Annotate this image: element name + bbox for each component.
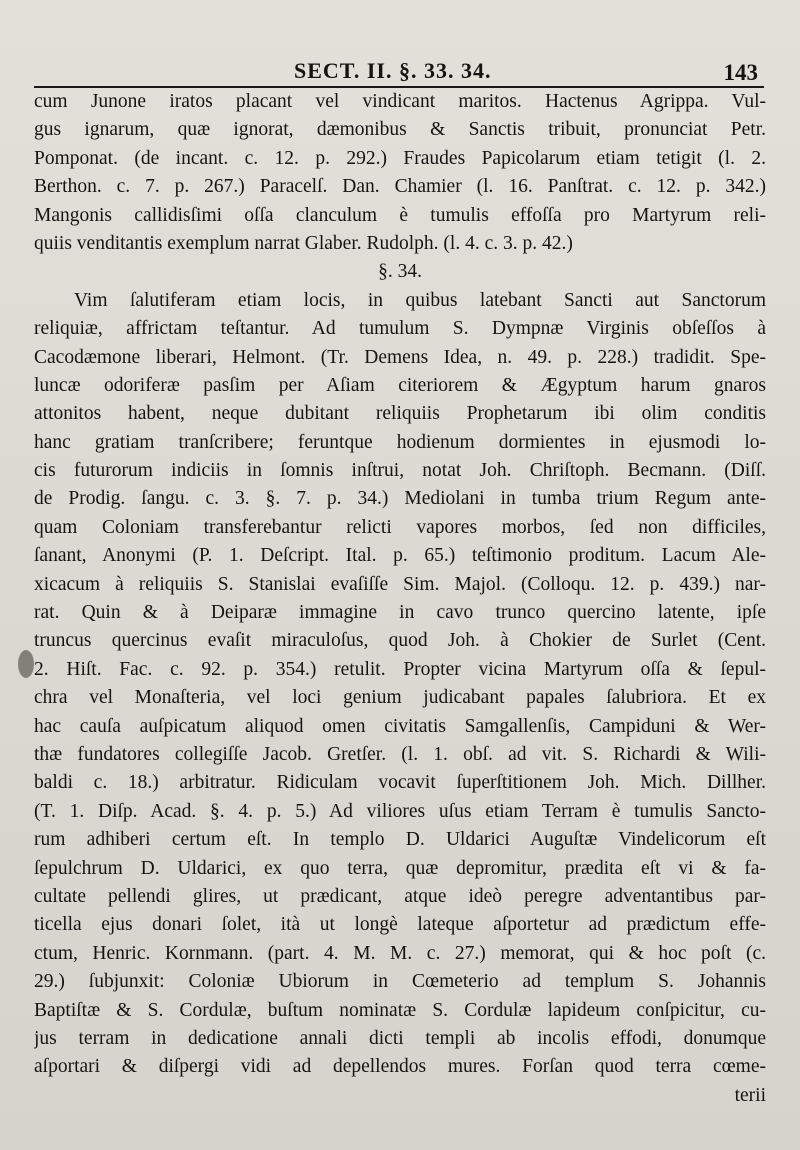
text-line: reliquiæ, affrictam teſtantur. Ad tumulum S. Dympnæ Virginis obſeſſos à xyxy=(34,318,766,340)
text-line: luncæ odoriferæ pasſim per Aſiam citeriorem & Ægyptum harum gnaros xyxy=(34,374,766,396)
text-line: Pomponat. (de incant. c. 12. p. 292.) Fraudes Papicolarum etiam tetigit (l. 2. xyxy=(34,147,766,169)
text-line: ſanant, Anonymi (P. 1. Deſcript. Ital. p. 65.) teſtimonio proditum. Lacum Ale- xyxy=(34,545,766,567)
page-number: 143 xyxy=(723,60,758,85)
text-line: 2. Hiſt. Fac. c. 92. p. 354.) retulit. Propter vicina Martyrum oſſa & ſepul- xyxy=(34,658,766,680)
text-line: quam Coloniam transferebantur relicti vapores morbos, ſed non difficiles, xyxy=(34,516,766,538)
text-line: jus terram in dedicatione annali dicti templi ab incolis effodi, donumque xyxy=(34,1027,766,1049)
text-line: ſepulchrum D. Uldarici, ex quo terra, quæ depromitur, prædita eſt vi & fa- xyxy=(34,857,766,879)
text-line: hanc gratiam tranſcribere; feruntque hodienum dormientes in ejusmodi lo- xyxy=(34,431,766,453)
page-header xyxy=(34,56,764,88)
text-line: thæ fundatores collegiſſe Jacob. Gretſer. (l. 1. obſ. ad vit. S. Richardi & Wili- xyxy=(34,743,766,765)
running-head: SECT. II. §. 33. 34. xyxy=(294,58,492,83)
catchword: terii xyxy=(734,1084,766,1106)
text-line: 29.) ſubjunxit: Coloniæ Ubiorum in Cœmeterio ad templum S. Johannis xyxy=(34,971,766,993)
text-line: rat. Quin & à Deiparæ immagine in cavo trunco quercino latente, ipſe xyxy=(34,602,766,624)
ink-stain xyxy=(18,650,34,678)
text-line: aſportari & diſpergi vidi ad depellendos mures. Forſan quod terra cœme- xyxy=(34,1056,766,1078)
text-line: baldi c. 18.) arbitratur. Ridiculam vocavit ſuperſtitionem Joh. Mich. Dillher. xyxy=(34,772,766,794)
text-line: attonitos habent, neque dubitant reliquiis Prophetarum ibi olim conditis xyxy=(34,403,766,425)
text-line: truncus quercinus evaſit miraculoſus, quod Joh. à Chokier de Surlet (Cent. xyxy=(34,630,766,652)
text-line: Baptiſtæ & S. Cordulæ, buſtum nominatæ S. Cordulæ lapideum conſpicitur, cu- xyxy=(34,999,766,1021)
text-line: hac cauſa auſpicatum aliquod omen civitatis Samgallenſis, Campiduni & Wer- xyxy=(34,715,766,737)
text-line: cis futurorum indiciis in ſomnis inſtrui, notat Joh. Chriſtoph. Becmann. (Diſſ. xyxy=(34,460,766,482)
text-line: de Prodig. ſangu. c. 3. §. 7. p. 34.) Mediolani in tumba trium Regum ante- xyxy=(34,488,766,510)
text-line: Berthon. c. 7. p. 267.) Paracelſ. Dan. Chamier (l. 16. Panſtrat. c. 12. p. 342.) xyxy=(34,176,766,198)
section-heading: §. 34. xyxy=(378,261,422,283)
text-line: cum Junone iratos placant vel vindicant maritos. Hactenus Agrippa. Vul- xyxy=(34,91,766,112)
text-line: chra vel Monaſteria, vel loci genium judicabant papales ſalubriora. Et ex xyxy=(34,687,766,709)
text-line: xicacum à reliquiis S. Stanislai evaſiſſe Sim. Majol. (Colloqu. 12. p. 439.) nar- xyxy=(34,573,766,595)
text-line: ctum, Henric. Kornmann. (part. 4. M. M. c. 27.) memorat, qui & hoc poſt (c. xyxy=(34,942,766,964)
text-line: ticella ejus donari ſolet, ità ut longè lateque aſportetur ad prædictum effe- xyxy=(34,914,766,936)
text-line: gus ignarum, quæ ignorat, dæmonibus & Sanctis tribuit, pronunciat Petr. xyxy=(34,119,766,141)
text-line: rum adhiberi certum eſt. In templo D. Uldarici Auguſtæ Vindelicorum eſt xyxy=(34,829,766,851)
text-line: Cacodæmone liberari, Helmont. (Tr. Demens Idea, n. 49. p. 228.) tradidit. Spe- xyxy=(34,346,766,368)
text-line: quiis venditantis exemplum narrat Glaber. Rudolph. (l. 4. c. 3. p. 42.) xyxy=(34,232,573,254)
text-line: Mangonis callidisſimi oſſa clanculum è tumulis effoſſa pro Martyrum reli- xyxy=(34,204,766,226)
text-line: Vim ſalutiferam etiam locis, in quibus latebant Sancti aut Sanctorum xyxy=(74,289,766,311)
text-line: cultate pellendi glires, ut prædicant, atque ideò peregre adventantibus par- xyxy=(34,885,766,907)
body-text xyxy=(34,88,766,1110)
text-line: (T. 1. Diſp. Acad. §. 4. p. 5.) Ad viliores uſus etiam Terram è tumulis Sancto- xyxy=(34,800,766,822)
